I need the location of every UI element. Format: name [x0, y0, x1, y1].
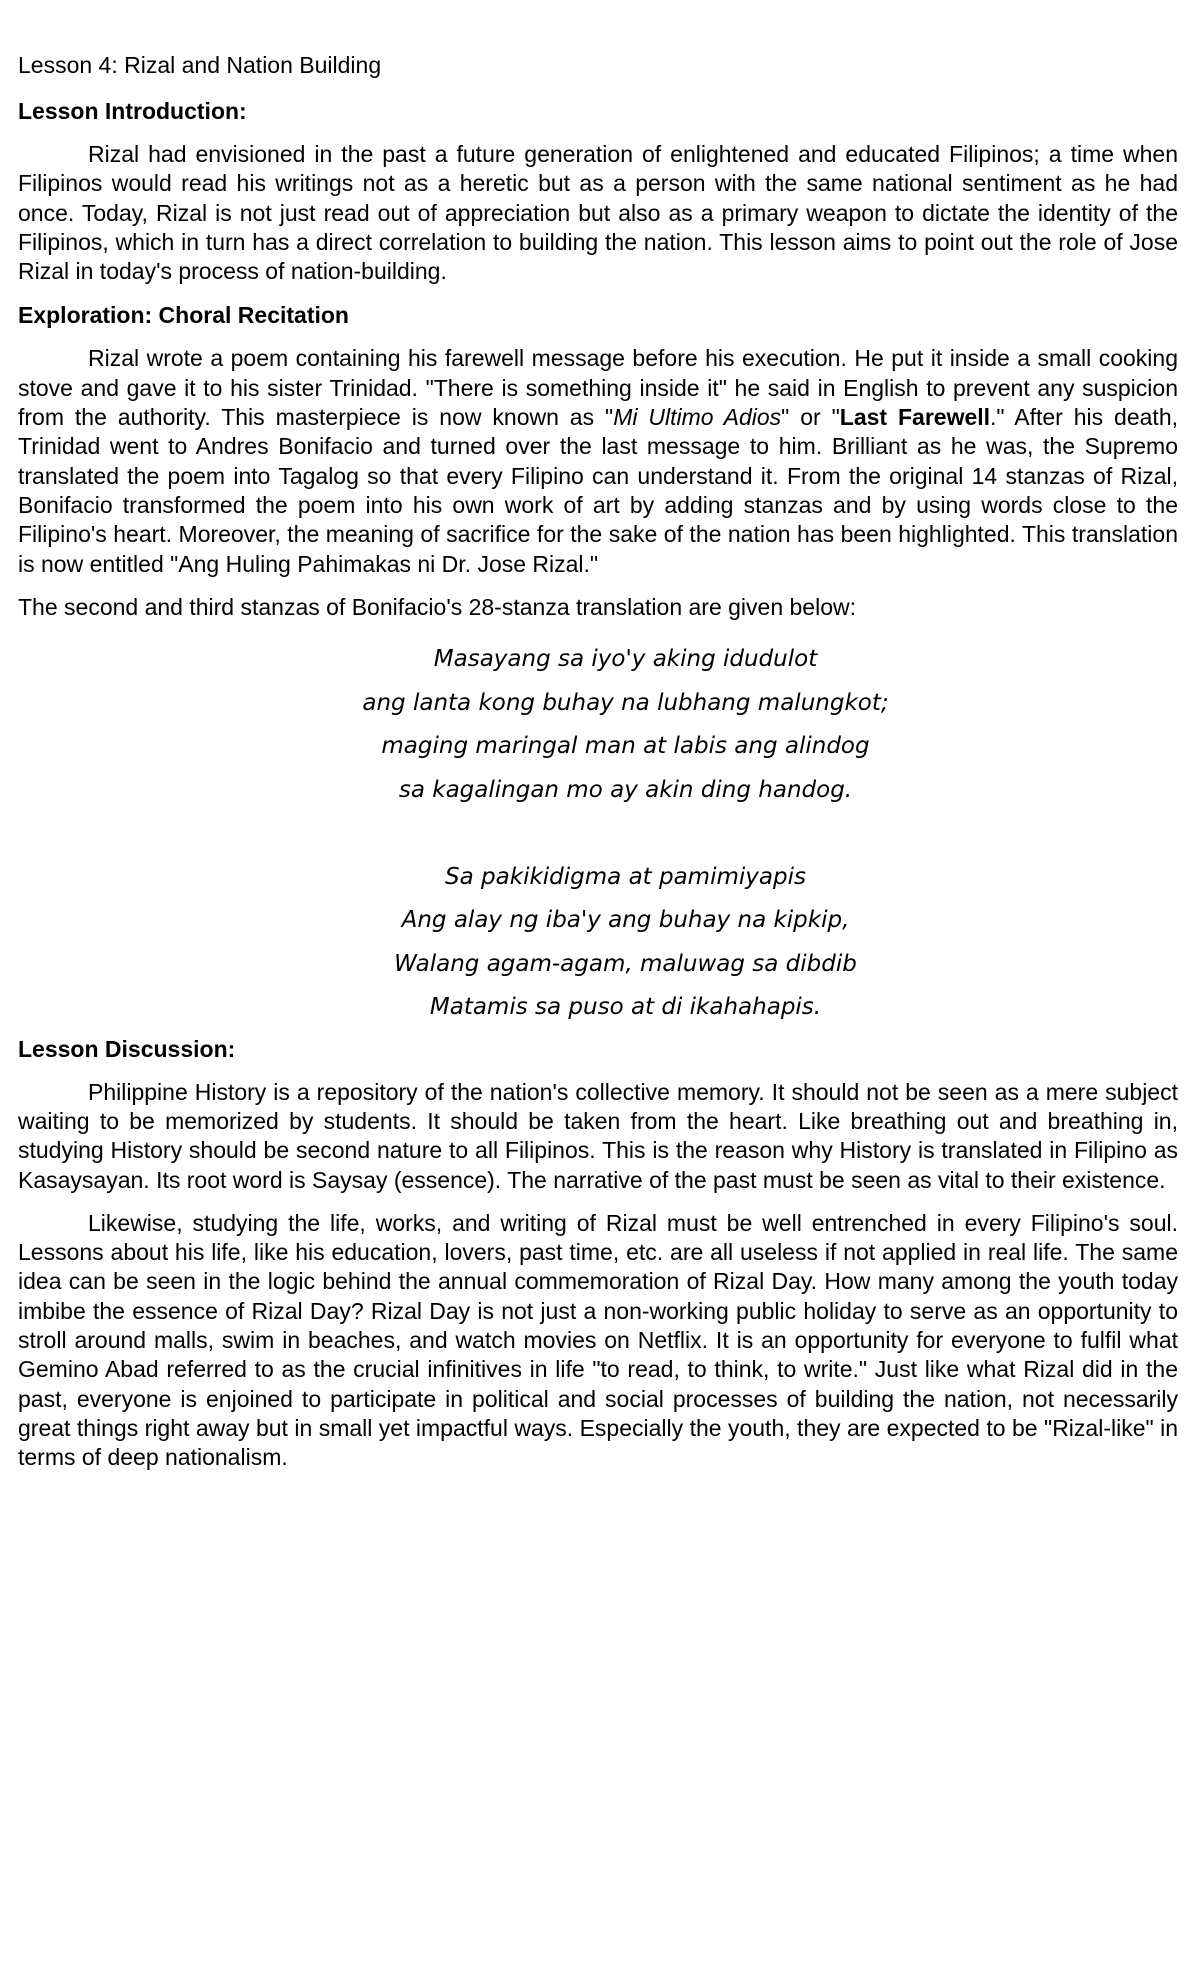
poem-line: maging maringal man at labis ang alindog — [381, 733, 870, 760]
discussion-heading: Lesson Discussion: — [18, 1035, 236, 1062]
exploration-text-part2: " or " — [781, 404, 840, 431]
exploration-text-part1: Rizal wrote a poem containing his farewell message before his execution. He put it inside a small cooking stove and gave it to his sister Trinidad. "There is something inside it" he said in English to prevent any suspicion from the authority. This masterpiece is now known as " — [18, 345, 1178, 431]
poem-line: Matamis sa puso at di ikahahapis. — [429, 994, 822, 1021]
mi-ultimo-adios-title: Mi Ultimo Adios — [613, 404, 782, 431]
exploration-text-part3: ." After his death, Trinidad went to Andres Bonifacio and turned over the last message to him. Brilliant as he was, the Supremo translated the poem into Tagalog so that every Filipino can understand it. From the original 14 stanzas of Rizal, Bonifacio transformed the poem into his own work of art by adding stanzas and by using words close to the Filipino's heart. Moreover, the meaning of sacrifice for the sake of the nation has been highlighted. This translation is now entitled "Ang Huling Pahimakas ni Dr. Jose Rizal." — [18, 404, 1179, 577]
discussion-paragraph-1: Philippine History is a repository of the nation's collective memory. It should not be seen as a mere subject waiting to be memorized by students. It should be taken from the heart. Like breathing out and breathing in, studying History should be second nature to all Filipinos. This is the reason why History is translated in Filipino as Kasaysayan. Its root word is Saysay (essence). The narrative of the past must be seen as vital to their existence. — [18, 1078, 1178, 1193]
stanza-spacer — [73, 812, 1178, 856]
exploration-paragraph — [18, 344, 1178, 578]
stanza-intro: The second and third stanzas of Bonifacio's 28-stanza translation are given below: — [18, 593, 856, 620]
poem-line: Walang agam-agam, maluwag sa dibdib — [394, 950, 857, 977]
introduction-heading: Lesson Introduction: — [18, 98, 247, 124]
introduction-paragraph: Rizal had envisioned in the past a future generation of enlightened and educated Filipinos; a time when Filipinos would read his writings not as a heretic but as a person with the same national sentiment as he had once. Today, Rizal is not just read out of appreciation but also as a primary weapon to dictate the identity of the Filipinos, which in turn has a direct correlation to building the nation. This lesson aims to point out the role of Jose Rizal in today's process of nation-building. — [18, 141, 1178, 285]
poem-stanza-1 — [73, 638, 1178, 812]
last-farewell-title: Last Farewell — [839, 404, 991, 431]
poem-line: Sa pakikidigma at pamimiyapis — [445, 863, 806, 890]
lesson-title: Lesson 4: Rizal and Nation Building — [18, 52, 382, 78]
poem-line: sa kagalingan mo ay akin ding handog. — [398, 776, 853, 803]
discussion-paragraph-2: Likewise, studying the life, works, and writing of Rizal must be well entrenched in every Filipino's soul. Lessons about his life, like his education, lovers, past time, etc. are all useless if not applied in real life. The same idea can be seen in the logic behind the annual commemoration of Rizal Day. How many among the youth today imbibe the essence of Rizal Day? Rizal Day is not just a non-working public holiday to serve as an opportunity to stroll around malls, swim in beaches, and watch movies on Netflix. It is an opportunity for everyone to fulfil what Gemino Abad referred to as the crucial infinitives in life "to read, to think, to write." Just like what Rizal did in the past, everyone is enjoined to participate in political and social processes of building the nation, not necessarily great things right away but in small yet impactful ways. Especially the youth, they are expected to be "Rizal-like" in terms of deep nationalism. — [18, 1209, 1178, 1471]
poem — [73, 638, 1178, 1030]
poem-stanza-2 — [73, 856, 1178, 1030]
poem-line: ang lanta kong buhay na lubhang malungkot; — [362, 689, 889, 716]
poem-line: Masayang sa iyo'y aking idudulot — [433, 646, 818, 673]
exploration-heading: Exploration: Choral Recitation — [18, 302, 349, 329]
poem-line: Ang alay ng iba'y ang buhay na kipkip, — [401, 907, 850, 934]
